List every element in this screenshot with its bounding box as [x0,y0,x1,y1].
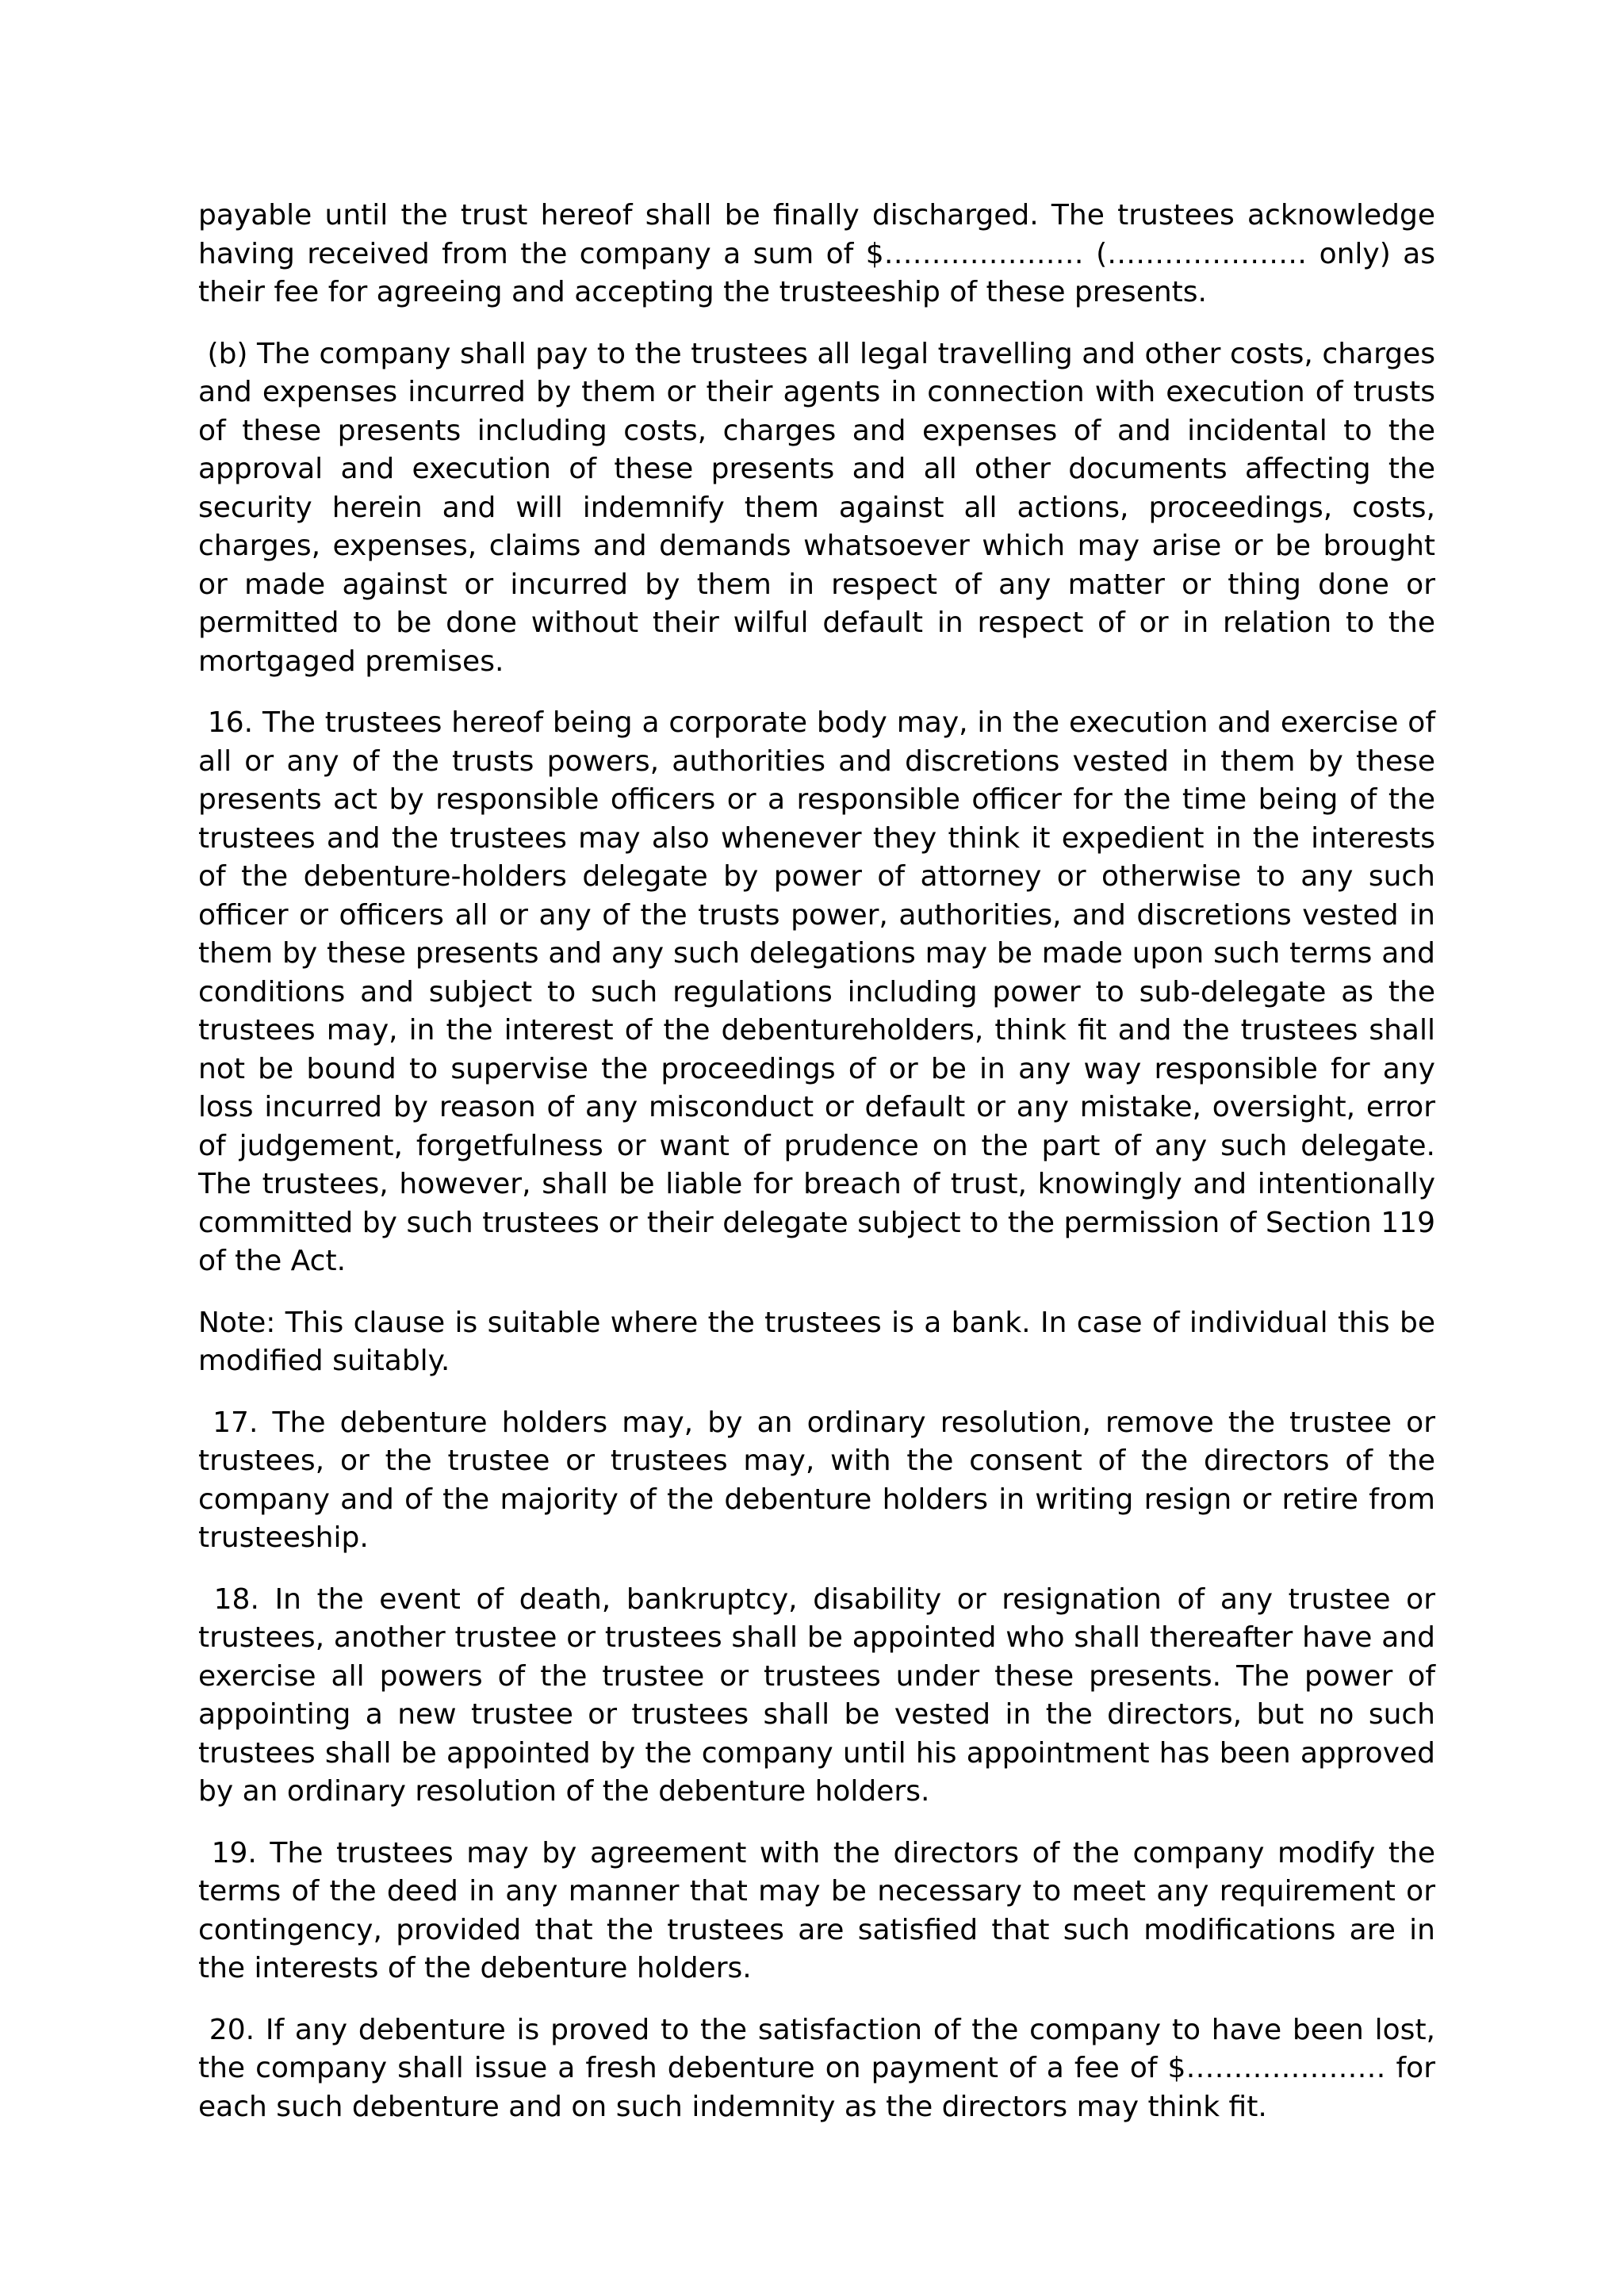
paragraph-clause-16: 16. The trustees hereof being a corporate body may, in the execution and exercise of all or any of the trusts powers, authorities and discretions vested in them by these presents act by responsible officers or a responsible officer for the time being of the trustees and the trustees may also whenever they think it expedient in the interests of the debenture-holders delegate by power of attorney or otherwise to any such officer or officers all or any of the trusts power, authorities, and discretions vested in them by these presents and any such delegations may be made upon such terms and conditions and subject to such regulations including power to sub-delegate as the trustees may, in the interest of the debentureholders, think fit and the trustees shall not be bound to supervise the proceedings of or be in any way responsible for any loss incurred by reason of any misconduct or default or any mistake, oversight, error of judgement, forgetfulness or want of prudence on the part of any such delegate. The trustees, however, shall be liable for breach of trust, knowingly and intentionally committed by such trustees or their delegate subject to the permission of Section 119 of the Act. [198,706,1435,1277]
paragraph-clause-18: 18. In the event of death, bankruptcy, disability or resignation of any trustee or trustees, another trustee or trustees shall be appointed who shall thereafter have and exercise all powers of the trustee or trustees under these presents. The power of appointing a new trustee or trustees shall be vested in the directors, but no such trustees shall be appointed by the company until his appointment has been approved by an ordinary resolution of the debenture holders. [198,1582,1435,1808]
paragraph-note: Note: This clause is suitable where the trustees is a bank. In case of individual this be modified suitably. [198,1306,1435,1377]
paragraph-clause-17: 17. The debenture holders may, by an ordinary resolution, remove the trustee or trustees, or the trustee or trustees may, with the consent of the directors of the company and of the majority of the debenture holders in writing resign or retire from trusteeship. [198,1406,1435,1554]
paragraph-clause-b-costs: (b) The company shall pay to the trustees all legal travelling and other costs, charges and expenses incurred by them or their agents in connection with execution of trusts of these presents including costs, charges and expenses of and incidental to the approval and execution of these presents and all other documents affecting the security herein and will indemnify them against all actions, proceedings, costs, charges, expenses, claims and demands whatsoever which may arise or be brought or made against or incurred by them in respect of any matter or thing done or permitted to be done without their wilful default in respect of or in relation to the mortgaged premises. [198,337,1435,678]
paragraph-trustee-fee: payable until the trust hereof shall be finally discharged. The trustees acknowledge having received from the company a sum of $………………… (………………… only) as their fee for agreeing and accepting the trusteeship of these presents. [198,199,1435,308]
paragraph-clause-19: 19. The trustees may by agreement with the directors of the company modify the terms of the deed in any manner that may be necessary to meet any requirement or contingency, provided that the trustees are satisfied that such modifications are in the interests of the debenture holders. [198,1836,1435,1984]
paragraph-clause-20: 20. If any debenture is proved to the satisfaction of the company to have been lost, the company shall issue a fresh debenture on payment of a fee of $………………… for each such debenture and on such indemnity as the directors may think fit. [198,2013,1435,2123]
document-body [198,197,1435,2149]
